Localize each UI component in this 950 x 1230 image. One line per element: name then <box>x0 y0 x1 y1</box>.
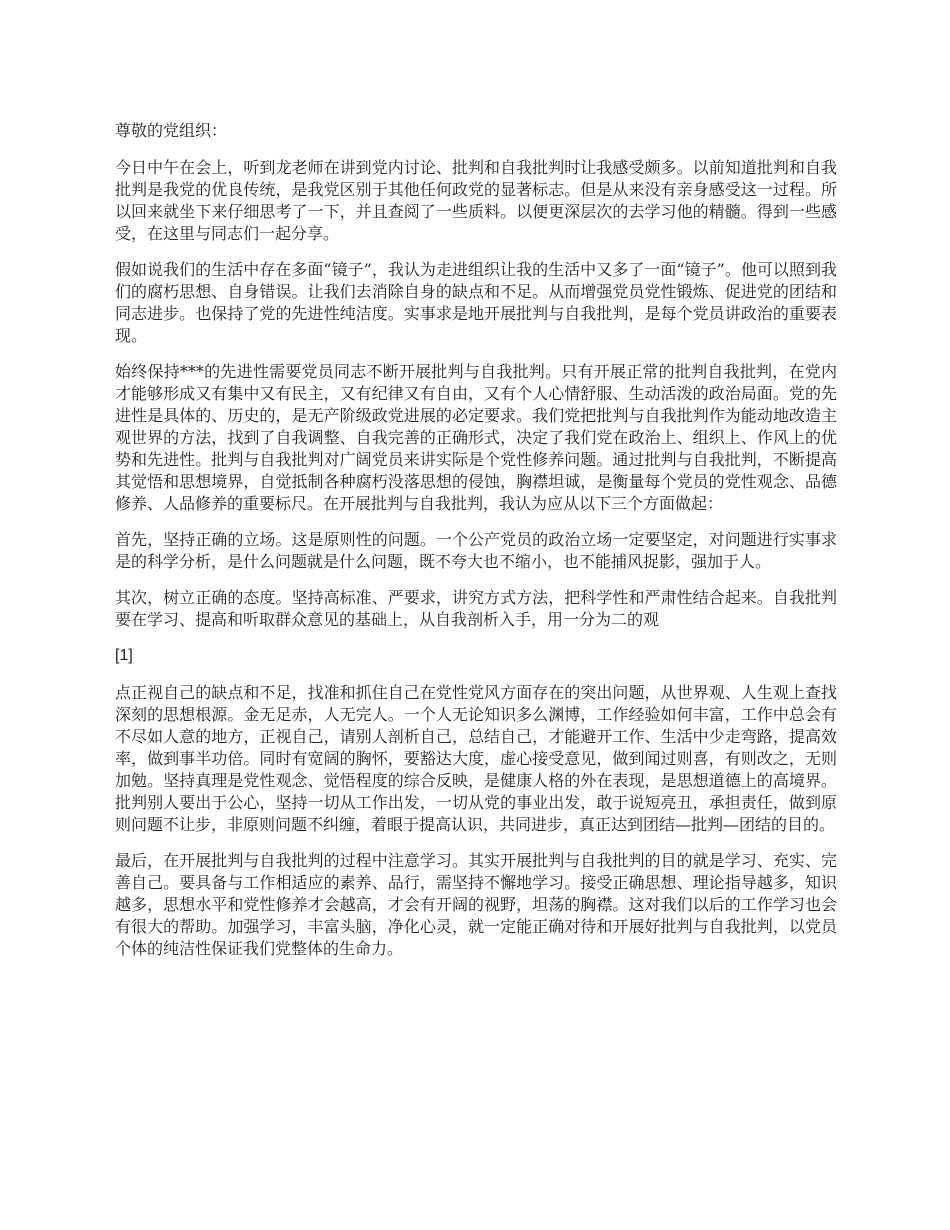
paragraph-first: 首先，坚持正确的立场。这是原则性的问题。一个公产党员的政治立场一定要坚定，对问题进行实事求是的科学分析，是什么问题就是什么问题，既不夸大也不缩小，也不能捕风捉影，强加于人。 <box>115 530 837 571</box>
paragraph-mirror: 假如说我们的生活中存在多面“镜子”，我认为走进组织让我的生活中又多了一面“镜子”。他可以照到我们的腐朽思想、自身错误。让我们去消除自身的缺点和不足。从而增强党员党性锻炼、促进党的团结和同志进步。也保持了党的先进性纯洁度。实事求是地开展批判与自我批判，是每个党员讲政治的重要表现。 <box>115 260 837 345</box>
paragraph-advancement: 始终保持***的先进性需要党员同志不断开展批判与自我批判。只有开展正常的批判自我批判，在党内才能够形成又有集中又有民主，又有纪律又有自由，又有个人心情舒服、生动活泼的政治局面。党的先进性是具体的、历史的，是无产阶级政党进展的必定要求。我们党把批判与自我批判作为能动地改造主观世界的方法，找到了自我调整、自我完善的正确形式，决定了我们党在政治上、组织上、作风上的优势和先进性。批判与自我批判对广阔党员来讲实际是个党性修养问题。通过批判与自我批判，不断提高其觉悟和思想境界，自觉抵制各种腐朽没落思想的侵蚀，胸襟坦诚，是衡量每个党员的党性观念、品德修养、人品修养的重要标尺。在开展批判与自我批判，我认为应从以下三个方面做起： <box>115 362 837 513</box>
salutation: 尊敬的党组织： <box>115 121 228 140</box>
page-reference-marker: [1] <box>115 647 133 664</box>
paragraph-second-continued: 点正视自己的缺点和不足，找准和抓住自己在党性党风方面存在的突出问题，从世界观、人生观上查找深刻的思想根源。金无足赤，人无完人。一个人无论知识多么渊博，工作经验如何丰富，工作中总会有不尽如人意的地方，正视自己，请别人剖析自己，总结自己，才能避开工作、生活中少走弯路，提高效率，做到事半功倍。同时有宽阔的胸怀，要豁达大度，虚心接受意见，做到闻过则喜，有则改之，无则加勉。坚持真理是党性观念、觉悟程度的综合反映，是健康人格的外在表现，是思想道德上的高境界。批判别人要出于公心，坚持一切从工作出发，一切从党的事业出发，敢于说短亮丑，承担责任，做到原则问题不让步，非原则问题不纠缠，着眼于提高认识，共同进步，真正达到团结—批判—团结的目的。 <box>115 683 837 834</box>
paragraph-second: 其次，树立正确的态度。坚持高标准、严要求，讲究方式方法，把科学性和严肃性结合起来。自我批判要在学习、提高和听取群众意见的基础上，从自我剖析入手，用一分为二的观 <box>115 588 837 629</box>
document-page <box>115 120 837 974</box>
paragraph-intro: 今日中午在会上，听到龙老师在讲到党内讨论、批判和自我批判时让我感受颇多。以前知道批判和自我批判是我党的优良传统，是我党区别于其他任何政党的显著标志。但是从来没有亲身感受这一过程。所以回来就坐下来仔细思考了一下，并且查阅了一些质料。以便更深层次的去学习他的精髓。得到一些感受，在这里与同志们一起分享。 <box>115 158 837 243</box>
paragraph-last: 最后，在开展批判与自我批判的过程中注意学习。其实开展批判与自我批判的目的就是学习、充实、完善自己。要具备与工作相适应的素养、品行，需坚持不懈地学习。接受正确思想、理论指导越多，知识越多，思想水平和党性修养才会越高，才会有开阔的视野，坦荡的胸襟。这对我们以后的工作学习也会有很大的帮助。加强学习，丰富头脑，净化心灵，就一定能正确对待和开展好批判与自我批判，以党员个体的纯洁性保证我们党整体的生命力。 <box>115 851 837 958</box>
